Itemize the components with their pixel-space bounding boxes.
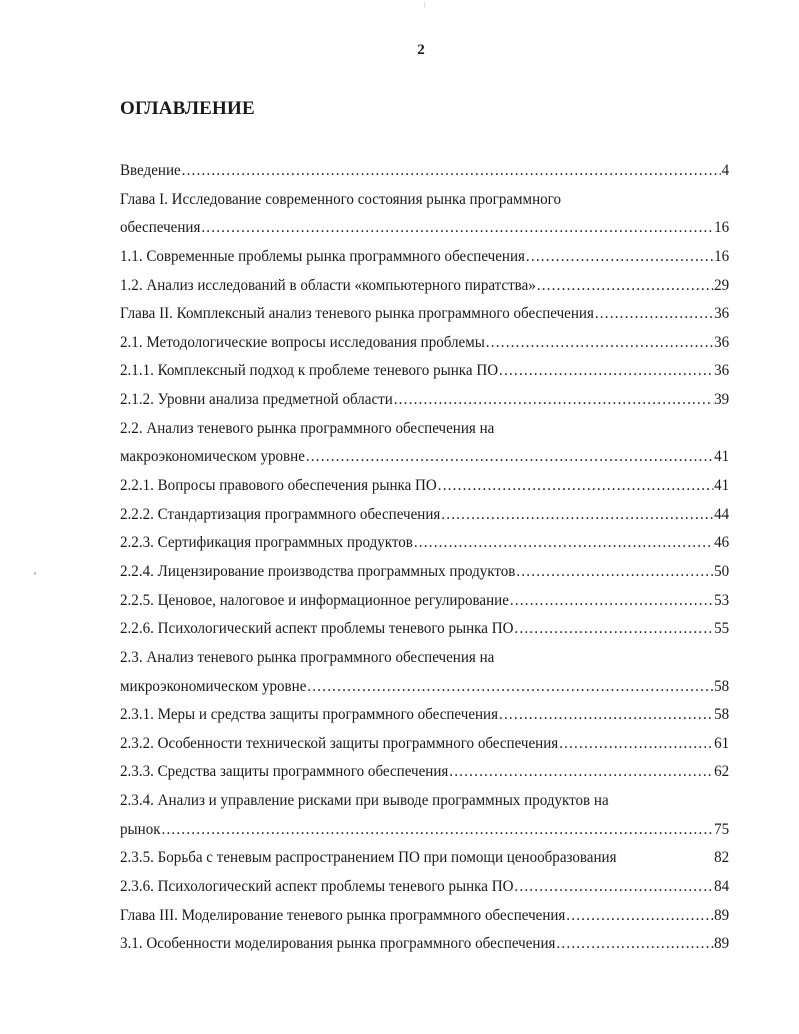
toc-entry-2-3 <box>120 643 729 672</box>
toc-entry-text: 2.3.1. Меры и средства защиты программного обеспечения <box>120 705 499 724</box>
toc-entry-page: 84 <box>714 877 730 896</box>
toc-entry-text: 2.2.2. Стандартизация программного обеспечения <box>120 504 441 523</box>
toc-entry-introduction <box>120 156 729 185</box>
dot-leader <box>595 299 713 328</box>
dot-leader <box>499 356 713 385</box>
toc-entry-2-1 <box>120 328 729 357</box>
dot-leader <box>499 700 713 729</box>
toc-entry-page: 41 <box>714 476 730 495</box>
dot-leader <box>161 815 713 844</box>
dot-leader <box>516 557 713 586</box>
toc-entry-text: Введение <box>120 161 181 179</box>
dot-leader <box>510 586 713 615</box>
dot-leader <box>438 471 713 500</box>
toc-entry-chapter-1-cont <box>120 213 729 242</box>
dot-leader <box>182 156 721 185</box>
dot-leader <box>306 442 713 471</box>
dot-leader <box>559 729 713 758</box>
toc-entry-text: 2.2.6. Психологический аспект проблемы теневого рынка ПО <box>120 619 514 638</box>
toc-entry-2-2 <box>120 414 729 443</box>
dot-leader <box>514 614 713 643</box>
page-number: 2 <box>417 42 425 58</box>
toc-entry-page: 39 <box>714 390 730 409</box>
toc-entry-page: 44 <box>714 504 730 523</box>
dot-leader <box>556 929 713 958</box>
toc-entry-2-3-2 <box>120 729 729 758</box>
toc-entry-2-3-cont <box>120 672 729 701</box>
toc-entry-2-2-1 <box>120 471 729 500</box>
toc-entry-text: 2.2. Анализ теневого рынка программного обеспечения на <box>120 418 495 437</box>
toc-entry-page: 55 <box>714 619 730 638</box>
toc-entry-2-2-3 <box>120 528 729 557</box>
toc-entry-text: 3.1. Особенности моделирования рынка программного обеспечения <box>120 934 556 953</box>
dot-leader <box>566 901 713 930</box>
toc-entry-2-3-1 <box>120 700 729 729</box>
toc-entry-chapter-1 <box>120 185 729 214</box>
toc-entry-2-1-1 <box>120 356 729 385</box>
toc-entry-text: 2.1.2. Уровни анализа предметной области <box>120 390 393 409</box>
table-of-contents <box>120 156 730 958</box>
toc-entry-2-3-6 <box>120 872 729 901</box>
toc-entry-page: 50 <box>714 561 730 580</box>
toc-entry-2-2-cont <box>120 442 729 471</box>
toc-entry-text: 2.2.1. Вопросы правового обеспечения рынка ПО <box>120 476 437 495</box>
toc-entry-page: 36 <box>714 304 730 323</box>
toc-entry-text: 1.1. Современные проблемы рынка программного обеспечения <box>120 246 525 265</box>
toc-entry-2-3-4-cont <box>120 815 729 844</box>
toc-entry-2-2-2 <box>120 500 729 529</box>
toc-entry-page: 46 <box>714 533 730 552</box>
toc-entry-text: Глава III. Моделирование теневого рынка программного обеспечения <box>120 905 566 924</box>
toc-entry-2-3-3 <box>120 757 729 786</box>
toc-entry-text: 2.1.1. Комплексный подход к проблеме теневого рынка ПО <box>120 361 499 380</box>
toc-entry-text: макроэкономическом уровне <box>120 447 305 466</box>
toc-entry-text: 2.3.3. Средства защиты программного обеспечения <box>120 762 449 781</box>
toc-entry-page: 36 <box>714 332 730 351</box>
toc-entry-text: микроэкономическом уровне <box>120 676 307 695</box>
toc-entry-text: Глава II. Комплексный анализ теневого рынка программного обеспечения <box>120 304 594 323</box>
toc-entry-page: 29 <box>714 275 730 294</box>
toc-entry-text: 2.2.3. Сертификация программных продуктов <box>120 533 413 552</box>
toc-entry-1-2 <box>120 271 729 300</box>
toc-entry-text: 2.1. Методологические вопросы исследования проблемы <box>120 332 485 351</box>
toc-entry-page: 61 <box>714 733 730 752</box>
toc-entry-2-1-2 <box>120 385 729 414</box>
toc-entry-page: 4 <box>721 161 730 179</box>
toc-entry-page: 58 <box>714 705 730 724</box>
dot-leader <box>537 271 713 300</box>
toc-entry-page: 36 <box>714 361 730 380</box>
toc-entry-2-2-4 <box>120 557 729 586</box>
scan-speck <box>424 2 425 8</box>
toc-entry-text: 2.2.4. Лицензирование производства программных продуктов <box>120 561 516 580</box>
toc-entry-text: 1.2. Анализ исследований в области «компьютерного пиратства» <box>120 275 536 294</box>
dot-leader <box>449 757 713 786</box>
dot-leader <box>394 385 713 414</box>
toc-entry-page: 41 <box>714 447 730 466</box>
dot-leader <box>514 872 713 901</box>
toc-entry-text: 2.3.6. Психологический аспект проблемы теневого рынка ПО <box>120 877 514 896</box>
toc-entry-page: 53 <box>714 590 730 609</box>
dot-leader <box>414 528 713 557</box>
toc-entry-2-2-6 <box>120 614 729 643</box>
toc-entry-3-1 <box>120 929 729 958</box>
toc-entry-text: 2.3.4. Анализ и управление рисками при выводе программных продуктов на <box>120 791 609 810</box>
dot-leader <box>441 500 713 529</box>
toc-entry-chapter-3 <box>120 901 729 930</box>
scan-speck <box>34 572 36 575</box>
toc-entry-page: 89 <box>714 934 730 953</box>
toc-entry-page: 82 <box>714 848 730 867</box>
toc-entry-page: 75 <box>714 819 730 838</box>
toc-entry-text: рынок <box>120 819 161 838</box>
toc-entry-page: 89 <box>714 905 730 924</box>
toc-entry-page: 58 <box>714 676 730 695</box>
toc-entry-text: 2.3.5. Борьба с теневым распространением ПО при помощи ценообразования <box>120 848 617 867</box>
dot-leader <box>486 328 713 357</box>
dot-leader <box>526 242 713 271</box>
toc-entry-2-2-5 <box>120 586 729 615</box>
toc-entry-chapter-2 <box>120 299 729 328</box>
dot-leader <box>201 213 713 242</box>
toc-entry-page: 16 <box>714 246 730 265</box>
toc-entry-2-3-5 <box>120 843 729 872</box>
toc-entry-text: 2.3. Анализ теневого рынка программного обеспечения на <box>120 647 495 666</box>
toc-entry-text: 2.3.2. Особенности технической защиты программного обеспечения <box>120 733 559 752</box>
toc-entry-text: Глава I. Исследование современного состояния рынка программного <box>120 189 561 208</box>
toc-entry-text: обеспечения <box>120 218 201 237</box>
toc-entry-page: 16 <box>714 218 730 237</box>
toc-entry-text: 2.2.5. Ценовое, налоговое и информационное регулирование <box>120 590 509 609</box>
toc-entry-1-1 <box>120 242 729 271</box>
toc-entry-2-3-4 <box>120 786 729 815</box>
toc-entry-page: 62 <box>714 762 730 781</box>
dot-leader <box>307 672 713 701</box>
page-title: ОГЛАВЛЕНИЕ <box>120 98 255 119</box>
